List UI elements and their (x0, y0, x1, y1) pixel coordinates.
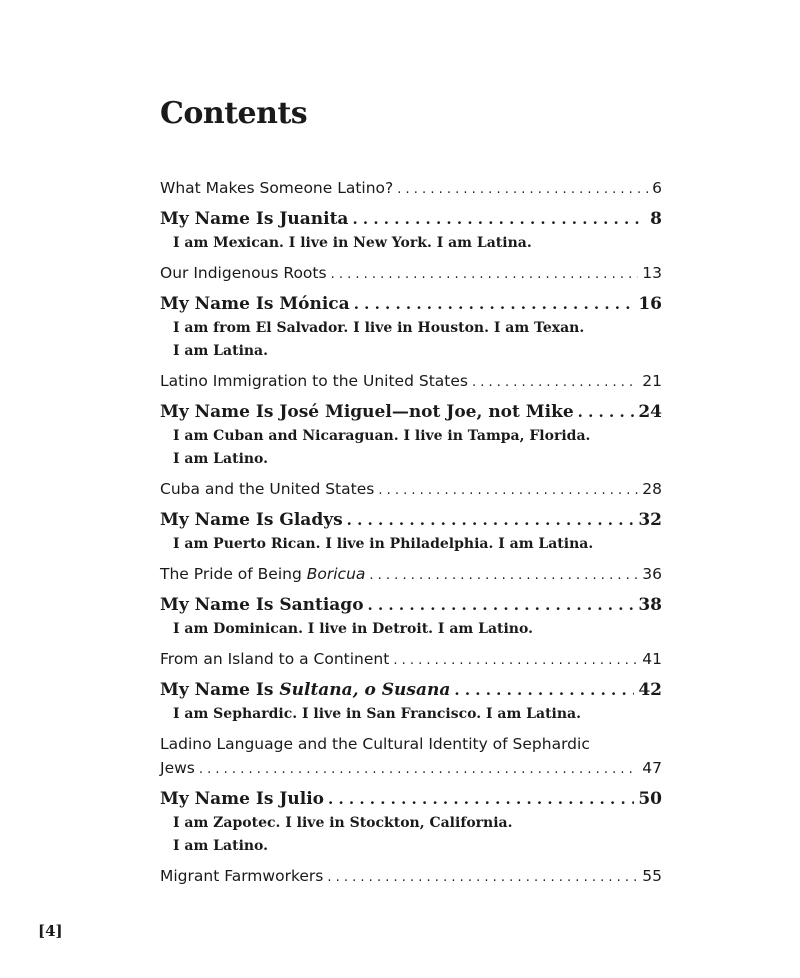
dot-leader (393, 649, 638, 673)
toc-entry-section[interactable] (160, 477, 662, 501)
toc-page-number: 55 (642, 867, 662, 885)
toc-entry-title-prefix: The Pride of Being (160, 565, 307, 583)
toc-entry-title: Our Indigenous Roots (160, 264, 327, 282)
dot-leader (328, 786, 634, 812)
table-of-contents (160, 176, 662, 888)
page-folio: [4] (38, 922, 63, 940)
toc-entry-chapter[interactable] (160, 206, 662, 232)
toc-page-number: 38 (638, 595, 662, 615)
chapter-subtitle: I am Sephardic. I live in San Francisco. I am Latina. (173, 706, 581, 722)
toc-entry-title: My Name Is José Miguel—not Joe, not Mike (160, 402, 574, 422)
dot-leader (578, 399, 635, 425)
toc-entry-title: My Name Is Julio (160, 789, 324, 809)
toc-entry-chapter[interactable] (160, 399, 662, 425)
toc-entry-title-italic: Boricua (306, 565, 366, 583)
chapter-subtitle: I am Puerto Rican. I live in Philadelphia. I am Latina. (173, 536, 594, 552)
chapter-subtitle: I am Latino. (173, 451, 269, 467)
dot-leader (378, 479, 638, 503)
toc-entry-chapter[interactable] (160, 786, 662, 812)
toc-entry-section[interactable] (160, 732, 662, 780)
chapter-subtitle: I am Latino. (173, 838, 269, 854)
dot-leader (327, 866, 638, 890)
toc-entry-title: Migrant Farmworkers (160, 867, 324, 885)
chapter-subtitle: I am Dominican. I live in Detroit. I am Latino. (173, 621, 533, 637)
toc-page-number: 13 (642, 264, 662, 282)
dot-leader (397, 178, 648, 202)
dot-leader (199, 758, 638, 782)
toc-page-number: 32 (638, 510, 662, 530)
chapter-subtitle: I am Latina. (173, 343, 269, 359)
toc-entry-section[interactable] (160, 261, 662, 285)
chapter-subtitle: I am from El Salvador. I live in Houston. I am Texan. (173, 320, 585, 336)
toc-page-number: 42 (638, 680, 662, 700)
toc-entry-title: What Makes Someone Latino? (160, 179, 394, 197)
toc-page-number: 16 (638, 294, 662, 314)
toc-entry-title: My Name Is Mónica (160, 294, 350, 314)
chapter-subtitle: I am Mexican. I live in New York. I am Latina. (173, 235, 532, 251)
toc-entry-chapter[interactable] (160, 592, 662, 618)
toc-entry-title-line2: Jews (160, 759, 195, 777)
toc-page-number: 47 (642, 759, 662, 777)
toc-page-number: 24 (638, 402, 662, 422)
dot-leader (354, 291, 635, 317)
toc-entry-title: My Name Is Gladys (160, 510, 343, 530)
toc-page-number: 28 (642, 480, 662, 498)
toc-entry-title: My Name Is Juanita (160, 209, 349, 229)
toc-page-number: 36 (642, 565, 662, 583)
toc-entry-title (160, 562, 365, 586)
toc-entry-title (160, 677, 450, 703)
toc-entry-section[interactable] (160, 562, 662, 586)
dot-leader (472, 371, 638, 395)
toc-entry-title: From an Island to a Continent (160, 650, 390, 668)
toc-page-number: 41 (642, 650, 662, 668)
toc-entry-chapter[interactable] (160, 677, 662, 703)
dot-leader (454, 677, 634, 703)
toc-entry-section[interactable] (160, 369, 662, 393)
toc-entry-title-italic: Sultana, o Susana (279, 680, 451, 700)
toc-entry-title: My Name Is Santiago (160, 595, 364, 615)
toc-entry-title: Latino Immigration to the United States (160, 372, 468, 390)
dot-leader (331, 263, 639, 287)
toc-page-number: 8 (650, 209, 662, 229)
toc-entry-title: Cuba and the United States (160, 480, 375, 498)
toc-page-number: 50 (638, 789, 662, 809)
dot-leader (347, 507, 635, 533)
toc-entry-chapter[interactable] (160, 291, 662, 317)
toc-entry-section[interactable] (160, 864, 662, 888)
dot-leader (368, 592, 635, 618)
toc-entry-section[interactable] (160, 176, 662, 200)
chapter-subtitle: I am Cuban and Nicaraguan. I live in Tampa, Florida. (173, 428, 591, 444)
dot-leader (352, 206, 646, 232)
toc-page-number: 6 (652, 179, 662, 197)
toc-page-number: 21 (642, 372, 662, 390)
page-title: Contents (160, 96, 308, 131)
dot-leader (369, 564, 638, 588)
toc-entry-title-prefix: My Name Is (160, 680, 280, 700)
chapter-subtitle: I am Zapotec. I live in Stockton, California. (173, 815, 513, 831)
toc-entry-section[interactable] (160, 647, 662, 671)
toc-entry-title-line1: Ladino Language and the Cultural Identity of Sephardic (160, 735, 590, 753)
toc-entry-chapter[interactable] (160, 507, 662, 533)
